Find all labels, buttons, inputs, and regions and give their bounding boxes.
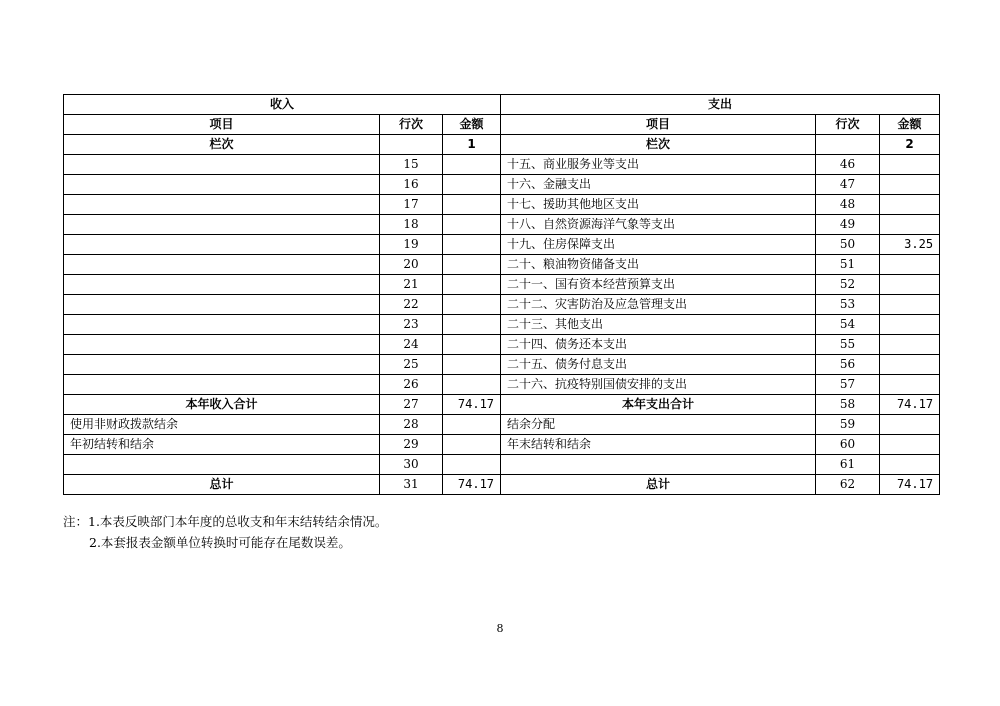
year-expense-row-no: 58: [816, 395, 880, 415]
expense-item: 二十六、抗疫特别国债安排的支出: [501, 375, 816, 395]
table-row: [64, 275, 940, 295]
expense-row-no: 46: [816, 155, 880, 175]
table-row: [64, 295, 940, 315]
table-row: [64, 455, 940, 475]
expense-amount: [880, 295, 940, 315]
expense-item: 十七、援助其他地区支出: [501, 195, 816, 215]
expense-item: 十九、住房保障支出: [501, 235, 816, 255]
expense-item: 二十二、灾害防治及应急管理支出: [501, 295, 816, 315]
income-col-number: 1: [443, 135, 501, 155]
header-row-colnum: [64, 135, 940, 155]
income-row-no: 22: [380, 295, 443, 315]
expense-row-no: 51: [816, 255, 880, 275]
income-item: [64, 315, 380, 335]
income-amount: [443, 315, 501, 335]
table-row: [64, 335, 940, 355]
table-row: [64, 235, 940, 255]
expense-item: 年末结转和结余: [501, 435, 816, 455]
expense-col-number: 2: [880, 135, 940, 155]
table-row: [64, 215, 940, 235]
expense-row-no: 55: [816, 335, 880, 355]
expense-item: [501, 455, 816, 475]
expense-amount: [880, 255, 940, 275]
year-income-label: 本年收入合计: [64, 395, 380, 415]
table-row: [64, 255, 940, 275]
income-amount: [443, 275, 501, 295]
expense-amount: [880, 375, 940, 395]
expense-row-no: 49: [816, 215, 880, 235]
income-item: 使用非财政拨款结余: [64, 415, 380, 435]
expense-row-no: 52: [816, 275, 880, 295]
expense-item: 二十、粮油物资储备支出: [501, 255, 816, 275]
expense-row-no: 59: [816, 415, 880, 435]
expense-item: 二十三、其他支出: [501, 315, 816, 335]
expense-item: 二十四、债务还本支出: [501, 335, 816, 355]
note-1: 注：1.本表反映部门本年度的总收支和年末结转结余情况。: [63, 514, 388, 529]
expense-amount: [880, 415, 940, 435]
year-total-row: [64, 395, 940, 415]
income-amount: [443, 175, 501, 195]
income-item: [64, 155, 380, 175]
expense-row-no: 60: [816, 435, 880, 455]
income-item: [64, 235, 380, 255]
income-amount: [443, 295, 501, 315]
year-income-row-no: 27: [380, 395, 443, 415]
year-income-amount: 74.17: [443, 395, 501, 415]
income-section-header: 收入: [64, 95, 501, 115]
expense-col-blank: [816, 135, 880, 155]
budget-table: [63, 94, 940, 495]
table-row: [64, 195, 940, 215]
table-row: [64, 175, 940, 195]
expense-amount: [880, 275, 940, 295]
expense-item: 十六、金融支出: [501, 175, 816, 195]
income-col-blank: [380, 135, 443, 155]
income-row-no: 25: [380, 355, 443, 375]
header-row-columns: [64, 115, 940, 135]
income-row-no: 26: [380, 375, 443, 395]
income-amount: [443, 235, 501, 255]
grand-total-expense-row-no: 62: [816, 475, 880, 495]
grand-total-expense-label: 总计: [501, 475, 816, 495]
table-notes: [63, 511, 387, 553]
income-col-label: 栏次: [64, 135, 380, 155]
income-amount: [443, 435, 501, 455]
income-item: [64, 335, 380, 355]
expense-amount: [880, 455, 940, 475]
grand-total-income-amount: 74.17: [443, 475, 501, 495]
table-row: [64, 435, 940, 455]
income-row-no: 19: [380, 235, 443, 255]
expense-amount: [880, 435, 940, 455]
expense-amount: 3.25: [880, 235, 940, 255]
income-row-no: 29: [380, 435, 443, 455]
income-item: [64, 275, 380, 295]
income-amount: [443, 335, 501, 355]
income-amount: [443, 415, 501, 435]
income-row-no: 23: [380, 315, 443, 335]
income-amount: [443, 215, 501, 235]
income-amount: [443, 195, 501, 215]
expense-row-no: 56: [816, 355, 880, 375]
income-row-no: 16: [380, 175, 443, 195]
expense-amount-header: 金额: [880, 115, 940, 135]
year-expense-label: 本年支出合计: [501, 395, 816, 415]
expense-row-no: 50: [816, 235, 880, 255]
expense-item: 十五、商业服务业等支出: [501, 155, 816, 175]
expense-row-no: 47: [816, 175, 880, 195]
expense-col-label: 栏次: [501, 135, 816, 155]
income-row-no: 18: [380, 215, 443, 235]
expense-amount: [880, 355, 940, 375]
expense-item: 十八、自然资源海洋气象等支出: [501, 215, 816, 235]
income-amount-header: 金额: [443, 115, 501, 135]
expense-row-no: 61: [816, 455, 880, 475]
income-item: [64, 355, 380, 375]
income-row-no: 21: [380, 275, 443, 295]
grand-total-income-label: 总计: [64, 475, 380, 495]
year-expense-amount: 74.17: [880, 395, 940, 415]
expense-amount: [880, 315, 940, 335]
income-item: [64, 175, 380, 195]
income-rowno-header: 行次: [380, 115, 443, 135]
expense-row-no: 54: [816, 315, 880, 335]
income-item: [64, 255, 380, 275]
table-row: [64, 415, 940, 435]
expense-row-no: 53: [816, 295, 880, 315]
expense-section-header: 支出: [501, 95, 940, 115]
expense-item-header: 项目: [501, 115, 816, 135]
income-amount: [443, 375, 501, 395]
income-item: [64, 195, 380, 215]
income-item-header: 项目: [64, 115, 380, 135]
page-number: 8: [496, 622, 504, 635]
income-row-no: 15: [380, 155, 443, 175]
table-row: [64, 375, 940, 395]
grand-total-row: [64, 475, 940, 495]
income-row-no: 30: [380, 455, 443, 475]
expense-rowno-header: 行次: [816, 115, 880, 135]
expense-amount: [880, 175, 940, 195]
income-amount: [443, 255, 501, 275]
income-item: [64, 375, 380, 395]
grand-total-expense-amount: 74.17: [880, 475, 940, 495]
expense-row-no: 57: [816, 375, 880, 395]
expense-amount: [880, 335, 940, 355]
expense-amount: [880, 155, 940, 175]
income-row-no: 24: [380, 335, 443, 355]
expense-row-no: 48: [816, 195, 880, 215]
income-amount: [443, 155, 501, 175]
income-item: [64, 215, 380, 235]
income-item: [64, 295, 380, 315]
table-row: [64, 155, 940, 175]
expense-item: 结余分配: [501, 415, 816, 435]
header-row-section: [64, 95, 940, 115]
table-row: [64, 355, 940, 375]
income-amount: [443, 455, 501, 475]
income-item: 年初结转和结余: [64, 435, 380, 455]
income-row-no: 17: [380, 195, 443, 215]
expense-item: 二十一、国有资本经营预算支出: [501, 275, 816, 295]
note-2: 2.本套报表金额单位转换时可能存在尾数误差。: [89, 535, 351, 550]
income-amount: [443, 355, 501, 375]
income-item: [64, 455, 380, 475]
income-row-no: 20: [380, 255, 443, 275]
expense-amount: [880, 195, 940, 215]
expense-item: 二十五、债务付息支出: [501, 355, 816, 375]
table-row: [64, 315, 940, 335]
expense-amount: [880, 215, 940, 235]
income-row-no: 28: [380, 415, 443, 435]
grand-total-income-row-no: 31: [380, 475, 443, 495]
